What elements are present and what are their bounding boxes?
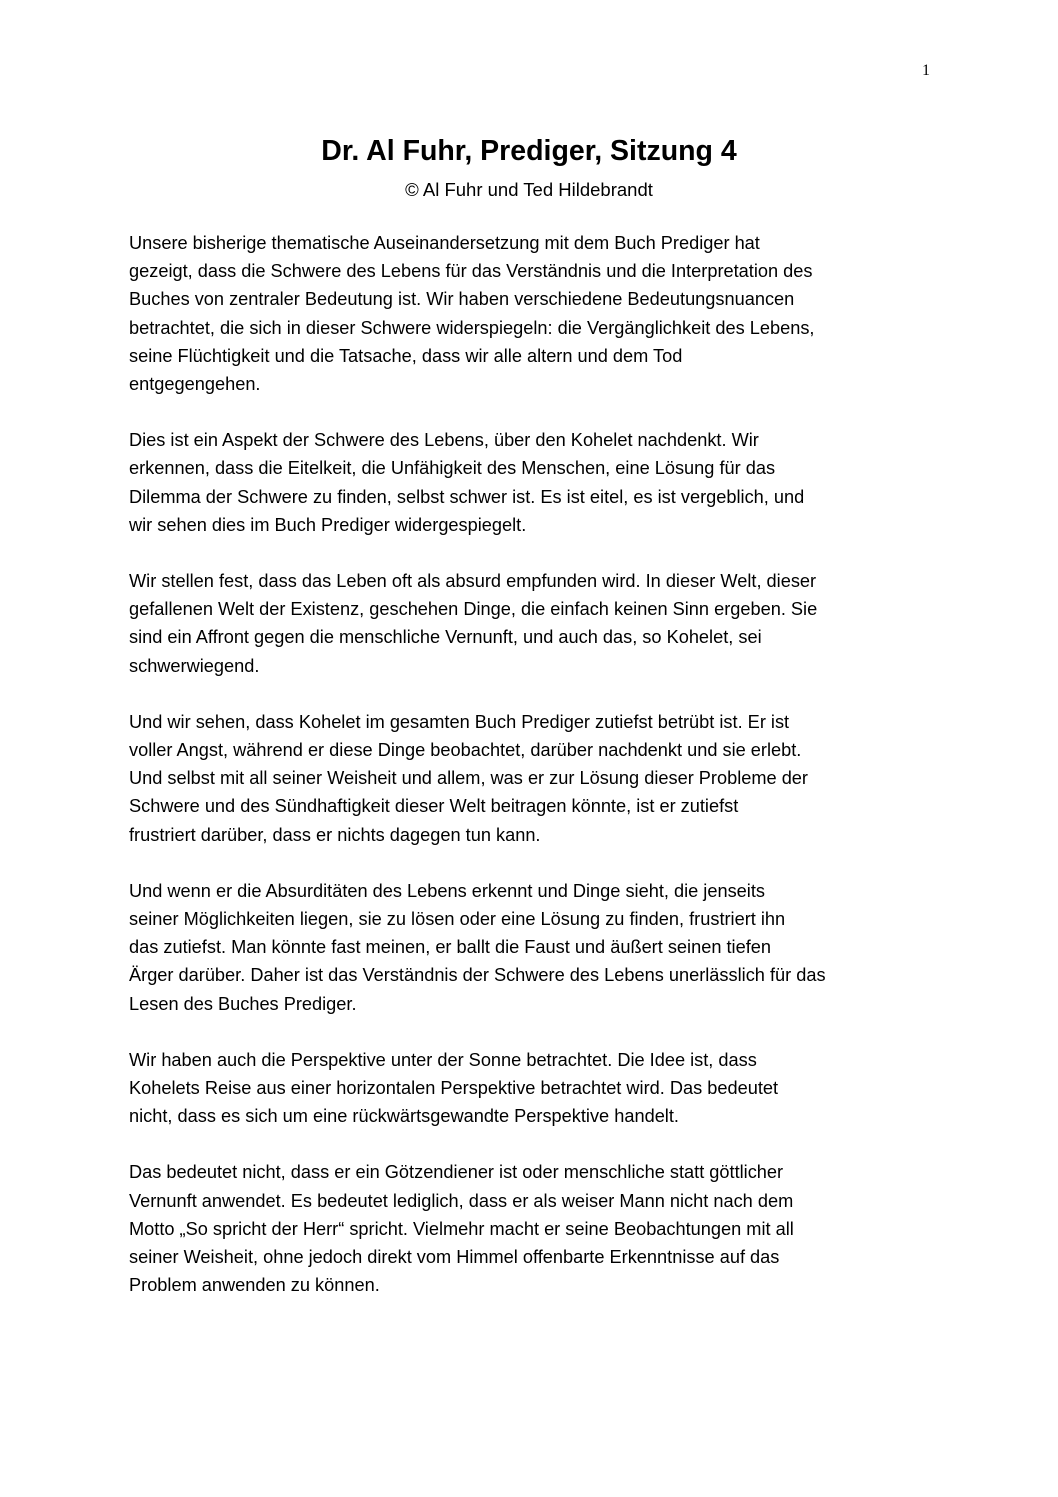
- text-line: Kohelets Reise aus einer horizontalen Perspektive betrachtet wird. Das bedeutet: [129, 1078, 779, 1099]
- text-line: gezeigt, dass die Schwere des Lebens für das Verständnis und die Interpretation des: [129, 261, 813, 282]
- text-line: entgegengehen.: [129, 374, 261, 395]
- text-line: Ärger darüber. Daher ist das Verständnis der Schwere des Lebens unerlässlich für das: [129, 965, 826, 986]
- text-line: seiner Weisheit, ohne jedoch direkt vom Himmel offenbarte Erkenntnisse auf das: [129, 1247, 780, 1268]
- text-line: Motto „So spricht der Herr“ spricht. Vielmehr macht er seine Beobachtungen mit all: [129, 1218, 794, 1239]
- paragraph: [129, 567, 929, 680]
- text-line: voller Angst, während er diese Dinge beobachtet, darüber nachdenkt und sie erlebt.: [129, 740, 802, 761]
- text-line: Das bedeutet nicht, dass er ein Götzendiener ist oder menschliche statt göttlicher: [129, 1162, 784, 1183]
- text-line: Unsere bisherige thematische Auseinandersetzung mit dem Buch Prediger hat: [129, 233, 760, 253]
- text-line: Problem anwenden zu können.: [129, 1275, 380, 1296]
- text-line: erkennen, dass die Eitelkeit, die Unfähigkeit des Menschen, eine Lösung für das: [129, 458, 776, 479]
- text-line: seiner Möglichkeiten liegen, sie zu lösen oder eine Lösung zu finden, frustriert ihn: [129, 909, 786, 930]
- text-line: gefallenen Welt der Existenz, geschehen Dinge, die einfach keinen Sinn ergeben. Sie: [129, 599, 818, 620]
- paragraph: [129, 1158, 929, 1299]
- text-line: Schwere und des Sündhaftigkeit dieser Welt beitragen könnte, ist er zutiefst: [129, 796, 739, 817]
- text-line: seine Flüchtigkeit und die Tatsache, dass wir alle altern und dem Tod: [129, 345, 683, 366]
- paragraph: [129, 426, 929, 539]
- text-line: Buches von zentraler Bedeutung ist. Wir haben verschiedene Bedeutungsnuancen: [129, 289, 795, 310]
- text-line: nicht, dass es sich um eine rückwärtsgewandte Perspektive handelt.: [129, 1106, 679, 1127]
- paragraph: [129, 708, 929, 849]
- text-line: Wir haben auch die Perspektive unter der Sonne betrachtet. Die Idee ist, dass: [129, 1049, 757, 1070]
- paragraph: [129, 877, 929, 1018]
- text-line: Dies ist ein Aspekt der Schwere des Lebens, über den Kohelet nachdenkt. Wir: [129, 430, 759, 451]
- text-line: sind ein Affront gegen die menschliche Vernunft, und auch das, so Kohelet, sei: [129, 627, 762, 648]
- paragraph: [129, 229, 929, 398]
- text-line: Und wenn er die Absurditäten des Lebens erkennt und Dinge sieht, die jenseits: [129, 880, 765, 901]
- text-line: Dilemma der Schwere zu finden, selbst schwer ist. Es ist eitel, es ist vergeblich, und: [129, 486, 805, 507]
- text-line: schwerwiegend.: [129, 655, 260, 676]
- text-line: betrachtet, die sich in dieser Schwere widerspiegeln: die Vergänglichkeit des Lebens,: [129, 317, 815, 338]
- document-body: [129, 229, 929, 1328]
- text-line: Und selbst mit all seiner Weisheit und allem, was er zur Lösung dieser Probleme der: [129, 768, 808, 789]
- text-line: Lesen des Buches Prediger.: [129, 993, 357, 1014]
- text-line: wir sehen dies im Buch Prediger widergespiegelt.: [129, 514, 527, 535]
- text-line: Und wir sehen, dass Kohelet im gesamten Buch Prediger zutiefst betrübt ist. Er ist: [129, 711, 790, 732]
- text-line: frustriert darüber, dass er nichts dagegen tun kann.: [129, 824, 541, 845]
- page-number: 1: [922, 62, 930, 79]
- copyright-line: © Al Fuhr und Ted Hildebrandt: [405, 179, 653, 200]
- text-line: Vernunft anwendet. Es bedeutet lediglich, dass er als weiser Mann nicht nach dem: [129, 1190, 794, 1211]
- text-line: das zutiefst. Man könnte fast meinen, er ballt die Faust und äußert seinen tiefen: [129, 937, 771, 958]
- paragraph: [129, 1046, 929, 1131]
- text-line: Wir stellen fest, dass das Leben oft als absurd empfunden wird. In dieser Welt, dieser: [129, 571, 817, 592]
- document-title: Dr. Al Fuhr, Prediger, Sitzung 4: [321, 135, 737, 167]
